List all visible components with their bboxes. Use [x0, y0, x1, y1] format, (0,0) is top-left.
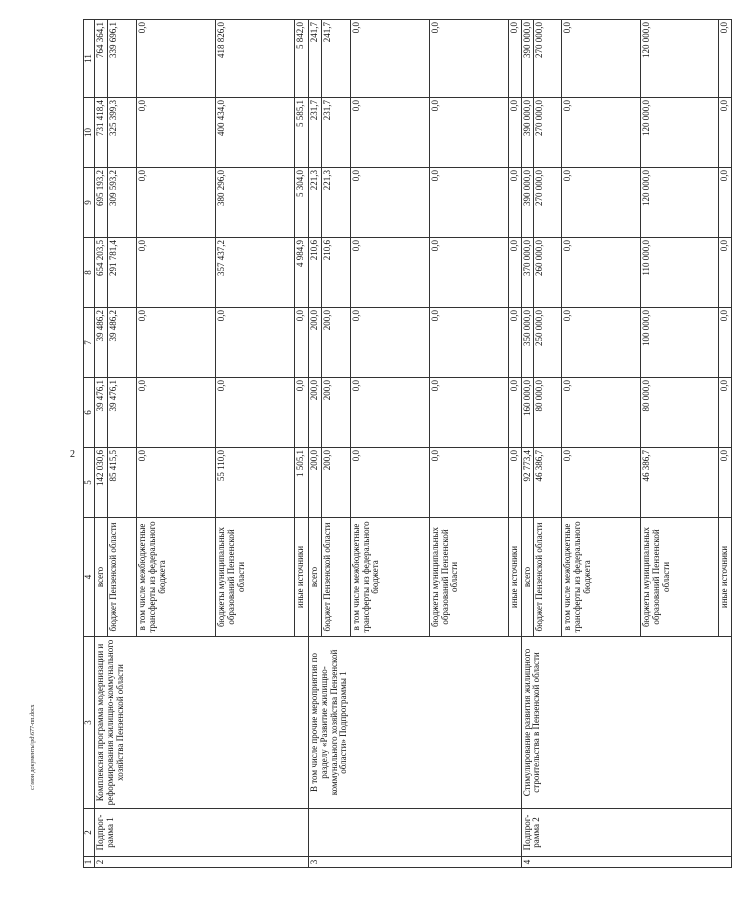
column-number: 11 — [84, 20, 95, 98]
column-number: 6 — [84, 378, 95, 448]
amount-cell: 309 593,2 — [107, 168, 136, 238]
funding-source: бюджет Пензенской области — [321, 518, 350, 637]
row-number: 3 — [308, 857, 521, 868]
budget-table — [83, 19, 732, 868]
column-number: 9 — [84, 168, 95, 238]
amount-cell: 0,0 — [136, 98, 215, 168]
amount-cell: 0,0 — [508, 98, 521, 168]
amount-cell: 0,0 — [350, 448, 429, 518]
amount-cell: 200,0 — [321, 378, 350, 448]
amount-cell: 0,0 — [350, 308, 429, 378]
amount-cell: 0,0 — [429, 168, 508, 238]
table-row — [521, 20, 534, 868]
table-row — [94, 20, 107, 868]
amount-cell: 5 304,0 — [294, 168, 308, 238]
amount-cell: 0,0 — [136, 20, 215, 98]
funding-source: иные источники — [508, 518, 521, 637]
amount-cell: 764 364,1 — [94, 20, 107, 98]
program-code — [308, 809, 521, 857]
amount-cell: 39 486,2 — [107, 308, 136, 378]
row-number: 4 — [521, 857, 732, 868]
amount-cell: 380 296,0 — [215, 168, 294, 238]
amount-cell: 231,7 — [308, 98, 321, 168]
column-number: 2 — [84, 809, 95, 857]
amount-cell: 0,0 — [350, 98, 429, 168]
amount-cell: 357 437,2 — [215, 238, 294, 308]
amount-cell: 0,0 — [136, 448, 215, 518]
row-number: 2 — [94, 857, 308, 868]
amount-cell: 0,0 — [508, 20, 521, 98]
amount-cell: 695 193,2 — [94, 168, 107, 238]
amount-cell: 1 505,1 — [294, 448, 308, 518]
funding-source: бюджеты муниципальных образований Пензенской области — [215, 518, 294, 637]
amount-cell: 0,0 — [350, 20, 429, 98]
program-name: Стимулирование развития жилищного строительства в Пензенской области — [521, 637, 732, 809]
amount-cell: 390 000,0 — [521, 168, 534, 238]
amount-cell: 0,0 — [215, 378, 294, 448]
amount-cell: 260 000,0 — [534, 238, 562, 308]
amount-cell: 390 000,0 — [521, 20, 534, 98]
amount-cell: 0,0 — [136, 308, 215, 378]
amount-cell: 0,0 — [136, 238, 215, 308]
amount-cell: 291 781,4 — [107, 238, 136, 308]
table-row — [308, 20, 321, 868]
program-code: Подпрог-рамма 1 — [94, 809, 308, 857]
page-number: 2 — [70, 449, 75, 460]
amount-cell: 0,0 — [508, 378, 521, 448]
column-number: 7 — [84, 308, 95, 378]
amount-cell: 200,0 — [308, 448, 321, 518]
amount-cell: 55 110,0 — [215, 448, 294, 518]
amount-cell: 0,0 — [562, 168, 641, 238]
amount-cell: 80 000,0 — [534, 378, 562, 448]
amount-cell: 0,0 — [508, 168, 521, 238]
amount-cell: 120 000,0 — [641, 98, 719, 168]
amount-cell: 0,0 — [719, 168, 732, 238]
amount-cell: 200,0 — [321, 448, 350, 518]
amount-cell: 0,0 — [719, 308, 732, 378]
amount-cell: 400 434,0 — [215, 98, 294, 168]
amount-cell: 0,0 — [429, 238, 508, 308]
amount-cell: 390 000,0 — [521, 98, 534, 168]
amount-cell: 339 696,1 — [107, 20, 136, 98]
column-number: 8 — [84, 238, 95, 308]
amount-cell: 221,3 — [308, 168, 321, 238]
funding-source: в том числе межбюджетные трансферты из федерального бюджета — [136, 518, 215, 637]
amount-cell: 241,7 — [308, 20, 321, 98]
column-number: 3 — [84, 637, 95, 809]
amount-cell: 200,0 — [308, 308, 321, 378]
header-row — [84, 20, 95, 868]
amount-cell: 4 984,9 — [294, 238, 308, 308]
funding-source: иные источники — [719, 518, 732, 637]
amount-cell: 0,0 — [562, 378, 641, 448]
amount-cell: 120 000,0 — [641, 20, 719, 98]
amount-cell: 0,0 — [350, 238, 429, 308]
funding-source: бюджеты муниципальных образований Пензенской области — [641, 518, 719, 637]
funding-source: бюджеты муниципальных образований Пензенской области — [429, 518, 508, 637]
funding-source: всего — [94, 518, 107, 637]
amount-cell: 46 386,7 — [641, 448, 719, 518]
amount-cell: 120 000,0 — [641, 168, 719, 238]
amount-cell: 0,0 — [429, 20, 508, 98]
amount-cell: 0,0 — [562, 238, 641, 308]
amount-cell: 80 000,0 — [641, 378, 719, 448]
amount-cell: 100 000,0 — [641, 308, 719, 378]
program-name: Комплексная программа модернизации и реформирования жилищно-коммунального хозяйства Пензенской области — [94, 637, 308, 809]
amount-cell: 92 773,4 — [521, 448, 534, 518]
footer-file-path: c:\мои документы\pd\677-пп.docx — [30, 704, 36, 790]
amount-cell: 200,0 — [308, 378, 321, 448]
column-number: 5 — [84, 448, 95, 518]
amount-cell: 39 476,1 — [107, 378, 136, 448]
funding-source: всего — [521, 518, 534, 637]
amount-cell: 0,0 — [508, 448, 521, 518]
amount-cell: 241,7 — [321, 20, 350, 98]
amount-cell: 0,0 — [508, 308, 521, 378]
amount-cell: 0,0 — [136, 378, 215, 448]
amount-cell: 0,0 — [719, 238, 732, 308]
amount-cell: 110 000,0 — [641, 238, 719, 308]
funding-source: бюджет Пензенской области — [534, 518, 562, 637]
amount-cell: 0,0 — [429, 378, 508, 448]
amount-cell: 418 826,0 — [215, 20, 294, 98]
amount-cell: 0,0 — [350, 168, 429, 238]
amount-cell: 231,7 — [321, 98, 350, 168]
amount-cell: 221,3 — [321, 168, 350, 238]
rotated-page — [83, 20, 730, 868]
amount-cell: 160 000,0 — [521, 378, 534, 448]
amount-cell: 210,6 — [308, 238, 321, 308]
program-name: В том числе прочие мероприятия по разделу «Развитие жилищно-коммунального хозяйства Пензенской области» Подпрограммы 1 — [308, 637, 521, 809]
amount-cell: 0,0 — [294, 378, 308, 448]
column-number: 1 — [84, 857, 95, 868]
amount-cell: 0,0 — [562, 98, 641, 168]
amount-cell: 0,0 — [719, 20, 732, 98]
funding-source: в том числе межбюджетные трансферты из федерального бюджета — [562, 518, 641, 637]
amount-cell: 0,0 — [429, 98, 508, 168]
amount-cell: 350 000,0 — [521, 308, 534, 378]
amount-cell: 39 476,1 — [94, 378, 107, 448]
amount-cell: 0,0 — [215, 308, 294, 378]
amount-cell: 0,0 — [562, 448, 641, 518]
amount-cell: 39 486,2 — [94, 308, 107, 378]
column-number: 4 — [84, 518, 95, 637]
amount-cell: 5 842,0 — [294, 20, 308, 98]
amount-cell: 0,0 — [508, 238, 521, 308]
program-code: Подпрог-рамма 2 — [521, 809, 732, 857]
amount-cell: 0,0 — [562, 20, 641, 98]
amount-cell: 0,0 — [719, 378, 732, 448]
amount-cell: 85 415,5 — [107, 448, 136, 518]
amount-cell: 0,0 — [719, 98, 732, 168]
funding-source: бюджет Пензенской области — [107, 518, 136, 637]
amount-cell: 0,0 — [562, 308, 641, 378]
amount-cell: 0,0 — [136, 168, 215, 238]
amount-cell: 654 203,5 — [94, 238, 107, 308]
amount-cell: 270 000,0 — [534, 20, 562, 98]
amount-cell: 0,0 — [719, 448, 732, 518]
amount-cell: 250 000,0 — [534, 308, 562, 378]
amount-cell: 46 386,7 — [534, 448, 562, 518]
amount-cell: 0,0 — [429, 448, 508, 518]
amount-cell: 270 000,0 — [534, 168, 562, 238]
amount-cell: 210,6 — [321, 238, 350, 308]
amount-cell: 0,0 — [429, 308, 508, 378]
amount-cell: 270 000,0 — [534, 98, 562, 168]
column-number: 10 — [84, 98, 95, 168]
amount-cell: 200,0 — [321, 308, 350, 378]
amount-cell: 731 418,4 — [94, 98, 107, 168]
amount-cell: 0,0 — [294, 308, 308, 378]
funding-source: всего — [308, 518, 321, 637]
amount-cell: 370 000,0 — [521, 238, 534, 308]
funding-source: иные источники — [294, 518, 308, 637]
amount-cell: 5 585,1 — [294, 98, 308, 168]
amount-cell: 325 399,3 — [107, 98, 136, 168]
amount-cell: 0,0 — [350, 378, 429, 448]
amount-cell: 142 030,6 — [94, 448, 107, 518]
funding-source: в том числе межбюджетные трансферты из федерального бюджета — [350, 518, 429, 637]
